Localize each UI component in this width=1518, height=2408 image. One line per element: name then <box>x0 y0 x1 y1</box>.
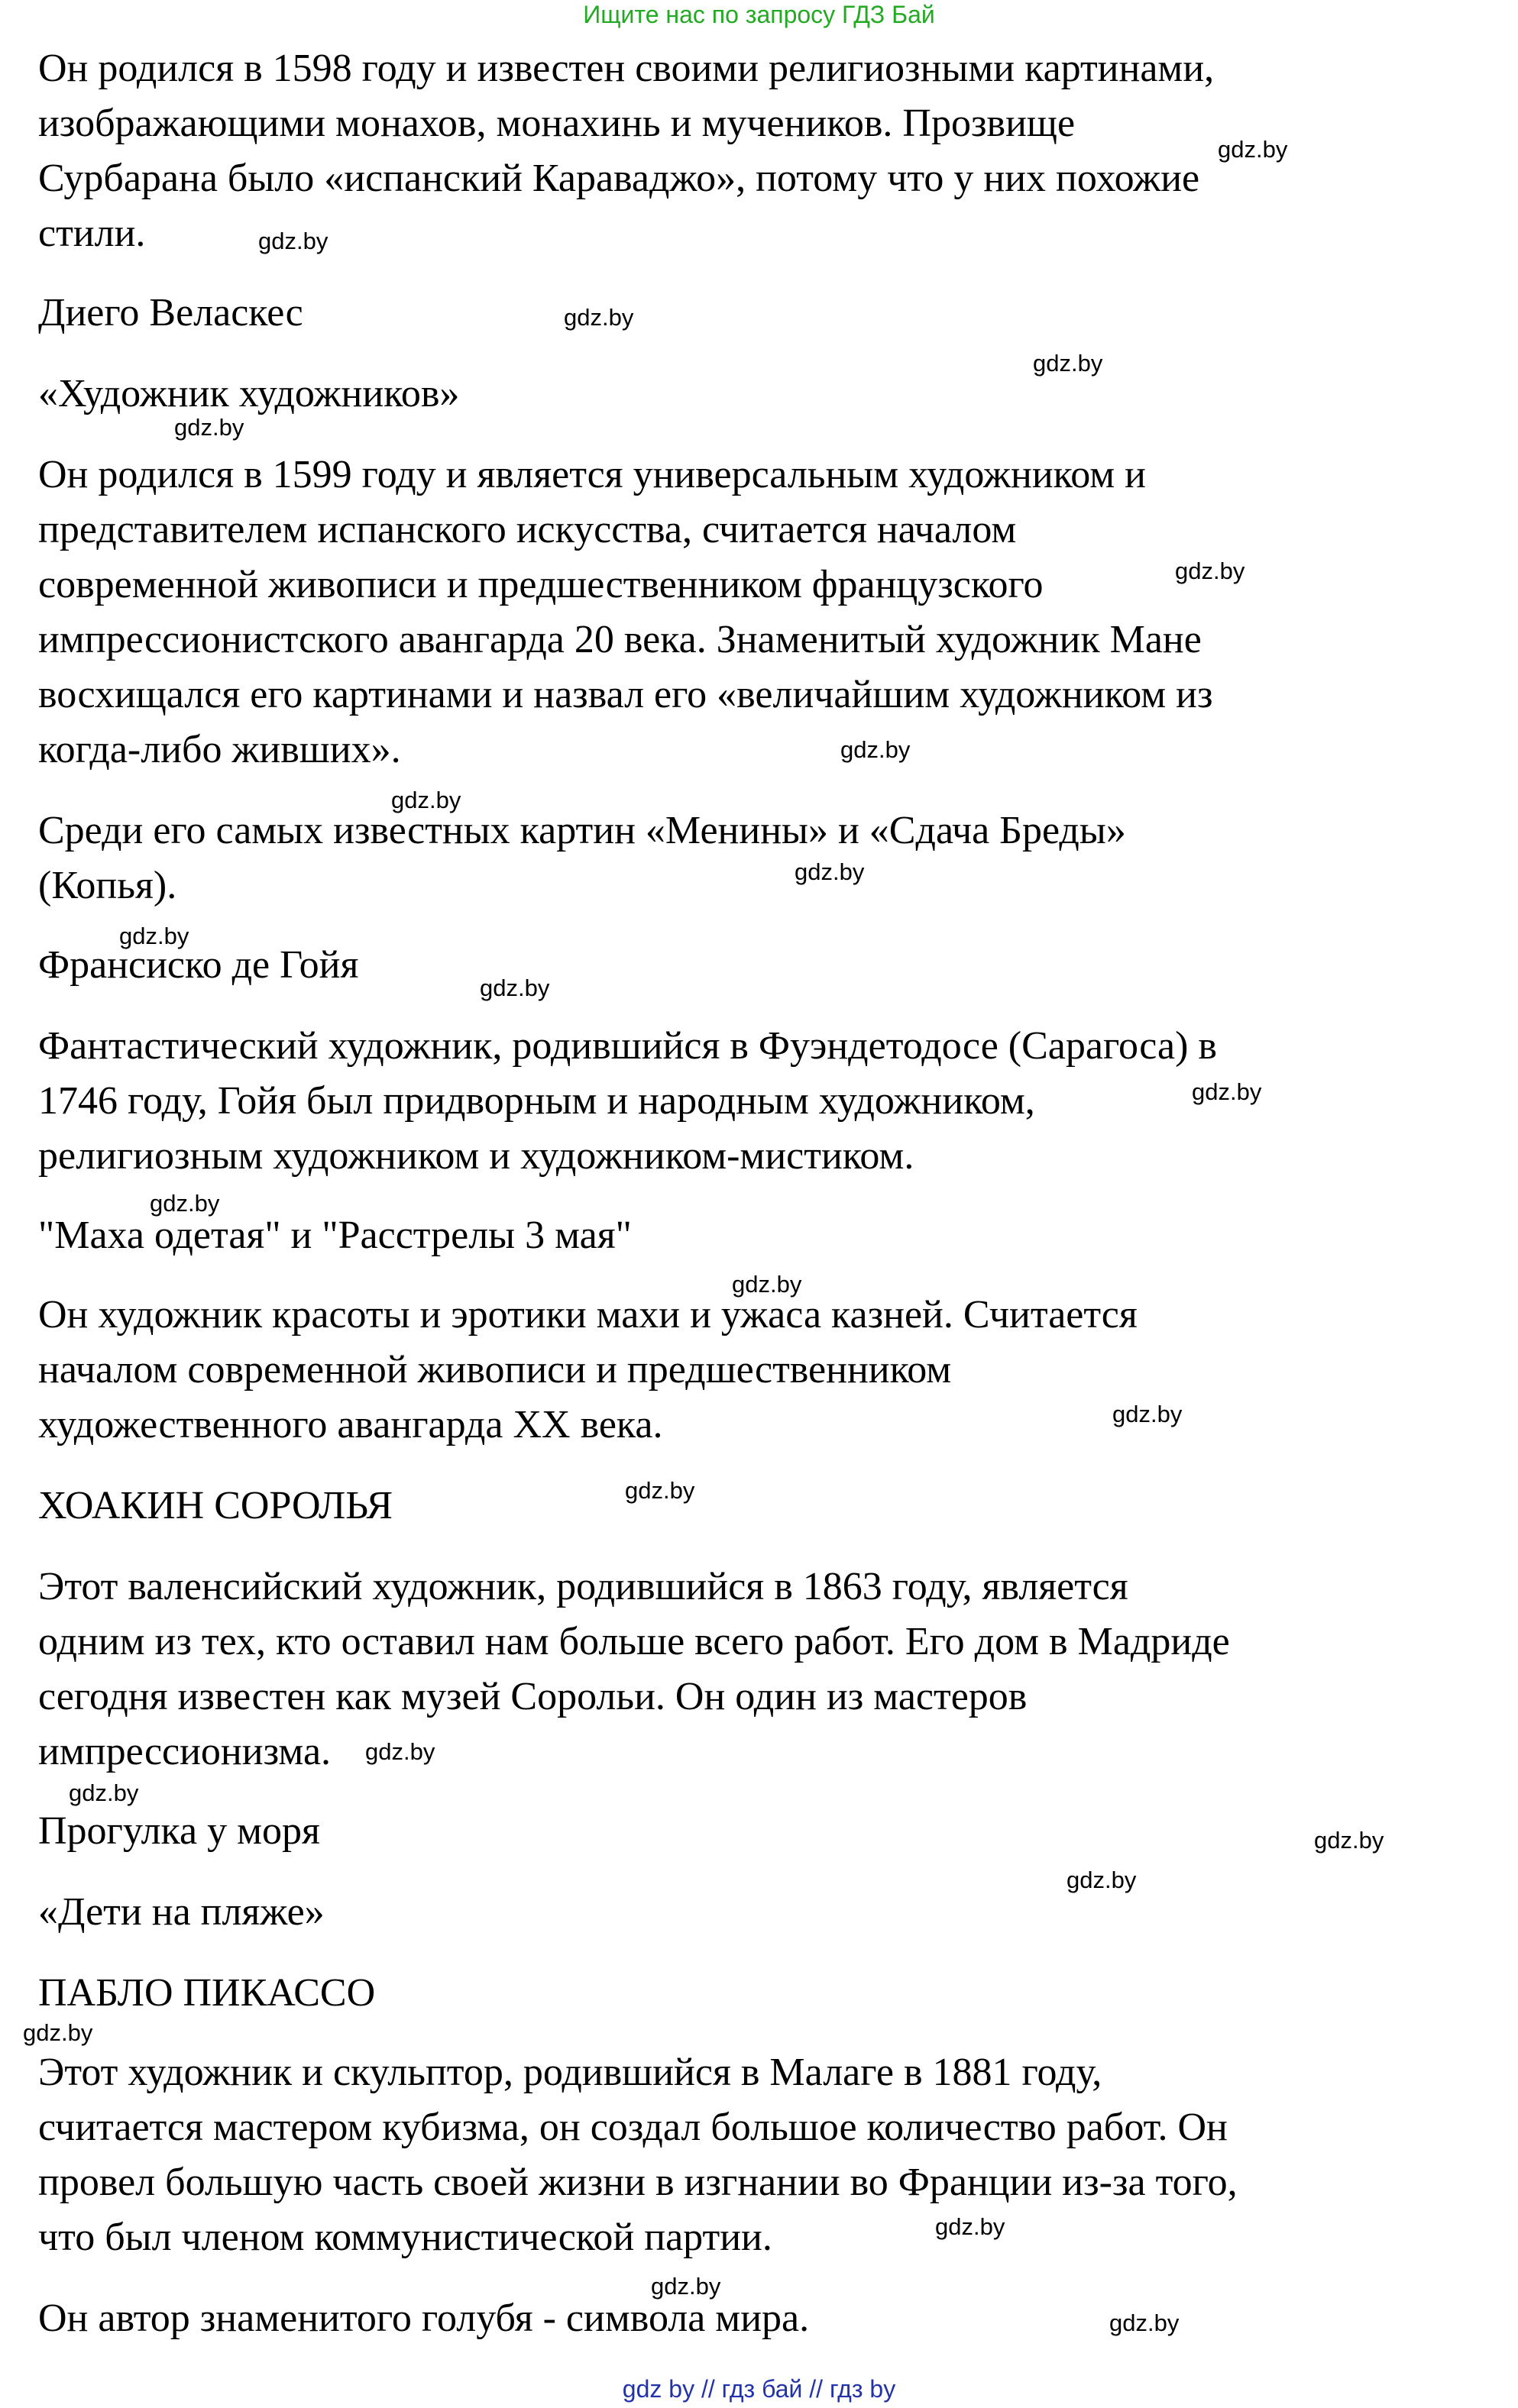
watermark-label: gdz.by <box>732 1271 802 1298</box>
watermark-label: gdz.by <box>651 2273 721 2300</box>
watermark-label: gdz.by <box>1192 1078 1262 1105</box>
text-line: Сурбарана было «испанский Караваджо», потому что у них похожие <box>38 157 1200 200</box>
text-line: Он автор знаменитого голубя - символа мира. <box>38 2296 810 2340</box>
text-line: сегодня известен как музей Сорольи. Он один из мастеров <box>38 1675 1028 1718</box>
text-line: современной живописи и предшественником французского <box>38 563 1044 606</box>
watermark-label: gdz.by <box>1314 1827 1384 1854</box>
watermark-label: gdz.by <box>391 787 461 813</box>
watermark-label: gdz.by <box>564 304 634 331</box>
text-line: одним из тех, кто оставил нам больше всего работ. Его дом в Мадриде <box>38 1620 1230 1663</box>
watermark-label: gdz.by <box>1112 1401 1183 1427</box>
watermark-label: gdz.by <box>365 1738 435 1765</box>
painting-title: «Дети на пляже» <box>38 1890 325 1934</box>
painting-title: «Художник художников» <box>38 372 460 415</box>
text-line: Фантастический художник, родившийся в Фуэндетодосе (Сарагоса) в <box>38 1024 1217 1068</box>
footer-watermark: gdz by // гдз бай // гдз by <box>622 2375 896 2403</box>
text-line: (Копья). <box>38 864 177 907</box>
watermark-label: gdz.by <box>625 1477 695 1504</box>
text-line: провел большую часть своей жизни в изгнании во Франции из-за того, <box>38 2161 1238 2204</box>
text-line: религиозным художником и художником-мистиком. <box>38 1134 914 1178</box>
watermark-label: gdz.by <box>840 736 911 763</box>
text-line: Он художник красоты и эротики махи и ужаса казней. Считается <box>38 1293 1138 1337</box>
text-line: Он родился в 1599 году и является универсальным художником и <box>38 453 1147 496</box>
text-line: началом современной живописи и предшественником <box>38 1348 952 1391</box>
section-title: ХОАКИН СОРОЛЬЯ <box>38 1484 393 1527</box>
text-line: импрессионизма. <box>38 1730 332 1773</box>
text-line: представителем испанского искусства, считается началом <box>38 508 1017 551</box>
watermark-label: gdz.by <box>1033 350 1103 377</box>
text-line: изображающими монахов, монахинь и мучеников. Прозвище <box>38 102 1076 145</box>
text-line: Этот валенсийский художник, родившийся в 1863 году, является <box>38 1565 1128 1608</box>
text-line: считается мастером кубизма, он создал большое количество работ. Он <box>38 2106 1228 2149</box>
text-line: художественного авангарда XX века. <box>38 1403 663 1446</box>
text-line: что был членом коммунистической партии. <box>38 2216 772 2259</box>
painting-title: "Маха одетая" и "Расстрелы 3 мая" <box>38 1214 632 1257</box>
text-line: Среди его самых известных картин «Менины» и «Сдача Бреды» <box>38 809 1126 852</box>
watermark-label: gdz.by <box>1066 1867 1137 1893</box>
text-line: Он родился в 1598 году и известен своими религиозными картинами, <box>38 47 1215 90</box>
text-line: Этот художник и скульптор, родившийся в Малаге в 1881 году, <box>38 2051 1102 2094</box>
watermark-label: gdz.by <box>480 975 550 1001</box>
watermark-label: gdz.by <box>1175 558 1245 584</box>
section-title: Франсиско де Гойя <box>38 943 359 987</box>
watermark-label: gdz.by <box>69 1779 139 1806</box>
watermark-label: gdz.by <box>119 923 189 949</box>
text-line: когда-либо живших». <box>38 728 401 771</box>
watermark-label: gdz.by <box>1218 136 1288 163</box>
watermark-label: gdz.by <box>935 2213 1005 2240</box>
section-title: Диего Веласкес <box>38 291 303 335</box>
watermark-label: gdz.by <box>795 858 865 885</box>
watermark-label: gdz.by <box>23 2019 93 2046</box>
text-line: восхищался его картинами и назвал его «величайшим художником из <box>38 673 1213 716</box>
painting-title: Прогулка у моря <box>38 1809 320 1853</box>
watermark-label: gdz.by <box>258 228 329 254</box>
top-banner: Ищите нас по запросу ГДЗ Бай <box>583 1 935 28</box>
watermark-label: gdz.by <box>174 414 244 441</box>
text-line: 1746 году, Гойя был придворным и народным художником, <box>38 1079 1035 1123</box>
section-title: ПАБЛО ПИКАССО <box>38 1971 376 2015</box>
watermark-label: gdz.by <box>1109 2309 1180 2336</box>
text-line: импрессионистского авангарда 20 века. Знаменитый художник Мане <box>38 618 1202 661</box>
watermark-label: gdz.by <box>150 1190 220 1217</box>
text-line: стили. <box>38 212 146 255</box>
